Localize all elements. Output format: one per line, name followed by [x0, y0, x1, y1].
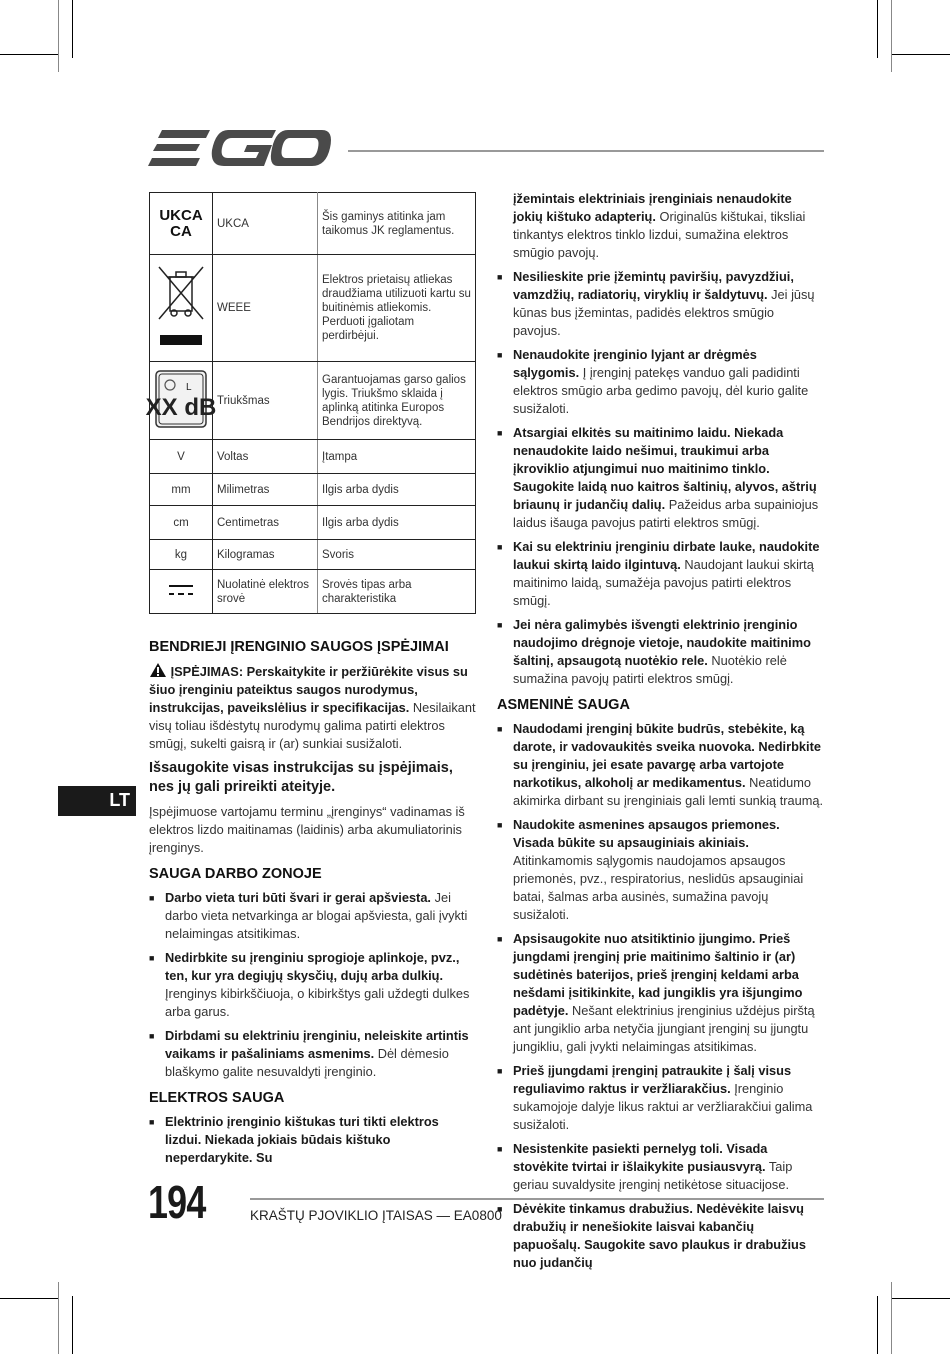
warning-text: Nesilaikant visų toliau išdėstytų nurodymų galima patirti elektros smūgį, sukelti gaisrą ir (ar) sunkiai susižaloti. — [149, 700, 476, 751]
list-item: ■ Atsargiai elkitės su maitinimo laidu. Niekada nenaudokite laido nešimui, traukimui arba įkroviklio atjungimui nuo maitinimo tinklo. Saugokite laidą nuo kaitros šaltinių, alyvos, aštrių briaunų ir judančių dalių. Pažeidus arba supainiojus laidus išauga pavojus patirti elektros smūgį. — [497, 424, 824, 532]
symbol-desc: Įtampa — [318, 440, 476, 474]
crop-mark — [892, 54, 950, 55]
crop-mark — [892, 1298, 950, 1299]
crop-mark — [877, 1296, 878, 1354]
heading-work-area: SAUGA DARBO ZONOJE — [149, 866, 322, 882]
symbol-desc: Svoris — [318, 540, 476, 570]
crop-mark — [72, 1296, 73, 1354]
symbol-table — [145, 192, 476, 614]
header-rule — [348, 150, 824, 152]
heading-general-safety: BENDRIEJI ĮRENGINIO SAUGOS ĮSPĖJIMAI — [149, 639, 449, 655]
right-column — [497, 190, 824, 1278]
crop-mark — [58, 0, 59, 72]
crop-mark — [891, 1282, 892, 1354]
list-item: ■ Apsisaugokite nuo atsitiktinio įjungimo. Prieš jungdami įrenginį prie maitinimo šaltinio ir (ar) sudėtinės baterijos, prieš įrenginį keldami arba nešdami įsitikinkite, kad jungiklis yra išjungimo padėtyje. Nešant elektrinius įrenginius uždėjus pirštą ant jungiklio arba netyčia įjungiant įrenginį su įjungtu jungikliu, gali įvykti nelaimingas atsitikimas. — [497, 930, 824, 1056]
list-item: ■ Nesistenkite pasiekti pernelyg toli. Visada stovėkite tvirtai ir išlaikykite pusiausvyrą. Taip geriau suvaldysite įrenginį netikėtose situacijose. — [497, 1140, 824, 1194]
list-item: ■ Nesilieskite prie įžemintų paviršių, pavyzdžiui, vamzdžių, radiatorių, viryklių ir šaldytuvų. Jei jūsų kūnas bus įžemintas, padidės elektros smūgio pavojus. — [497, 268, 824, 340]
heading-electrical: ELEKTROS SAUGA — [149, 1090, 285, 1106]
symbol-name: WEEE — [213, 255, 318, 362]
symbol-mark: cm — [150, 506, 213, 540]
warning-triangle-icon — [149, 662, 167, 678]
symbol-desc: Garantuojamas garso galios lygis. Triukšmo sklaida į aplinką atitinka Europos Bendrijos direktyvą. — [318, 362, 476, 440]
list-item: ■ Dėvėkite tinkamus drabužius. Nedėvėkite laisvų drabužių ir nenešiokite laisvai kabančių papuošalų. Saugokite savo plaukus ir drabužius nuo judančių — [497, 1200, 824, 1272]
save-instructions: Išsaugokite visas instrukcijas su įspėjimais, nes jų gali prireikti ateityje. — [149, 760, 453, 795]
symbol-desc: Šis gaminys atitinka jam taikomus JK reglamentus. — [318, 193, 476, 255]
svg-text:L: L — [186, 381, 192, 393]
footer-title: KRAŠTŲ PJOVIKLIO ĮTAISAS — EA0800 — [250, 1208, 502, 1223]
symbol-name: Kilogramas — [213, 540, 318, 570]
symbol-name: UKCA — [213, 193, 318, 255]
svg-text:XX dB: XX dB — [145, 393, 217, 421]
symbol-desc: Ilgis arba dydis — [318, 506, 476, 540]
symbol-desc: Ilgis arba dydis — [318, 474, 476, 506]
electrical-list-continued — [497, 268, 824, 688]
list-item: ■ Prieš įjungdami įrenginį patraukite į šalį visus reguliavimo raktus ir veržliarakčius. Įrenginio sukamojoje dalyje likus raktui ar veržliarakčiui galima susižaloti. — [497, 1062, 824, 1134]
table-row — [150, 474, 476, 506]
symbol-mark: kg — [150, 540, 213, 570]
sound-power-icon — [145, 362, 217, 440]
symbol-mark: mm — [150, 474, 213, 506]
list-item: ■ Darbo vieta turi būti švari ir gerai apšviesta. Jei darbo vieta netvarkinga ar blogai apšviesta, gali įvykti nelaimingas atsitikimas. — [149, 889, 477, 943]
personal-safety-list — [497, 720, 824, 1272]
svg-text:CA: CA — [170, 222, 192, 240]
ego-logo — [148, 128, 332, 177]
table-row — [150, 255, 476, 362]
warning-bold-text: ĮSPĖJIMAS: Perskaitykite ir peržiūrėkite visus su šiuo įrenginiu pateiktus saugos nurodymus, instrukcijas, paveikslėlius ir specifikacijas. — [149, 664, 468, 715]
table-row — [150, 193, 476, 255]
list-item: ■ Naudokite asmenines apsaugos priemones. Visada būkite su apsauginiais akiniais. Atitinkamomis sąlygomis naudojamos apsaugos priemonės, pvz., respiratorius, neslidūs apsauginiai batai, šalmas arba ausinės, sumažina pavojų susižaloti. — [497, 816, 824, 924]
list-item: ■ Naudodami įrenginį būkite budrūs, stebėkite, ką darote, ir vadovaukitės sveika nuovoka. Nedirbkite su įrenginiu, jei esate pavargę arba vartojote narkotikus, alkoholį ar medikamentus. Neatidumo akimirka dirbant su įrenginiais gali lemti sunkią traumą. — [497, 720, 824, 810]
electrical-list — [149, 1113, 477, 1167]
symbol-desc: Srovės tipas arba charakteristika — [318, 570, 476, 614]
symbol-name: Nuolatinė elektros srovė — [213, 570, 318, 614]
symbol-desc: Elektros prietaisų atliekas draudžiama utilizuoti kartu su buitinėmis atliekomis. Perduoti įgaliotam perdirbėjui. — [318, 255, 476, 362]
symbol-mark: V — [150, 440, 213, 474]
crop-mark — [891, 0, 892, 72]
page-number: 194 — [148, 1176, 206, 1228]
table-row — [150, 440, 476, 474]
continued-item: įžemintais elektriniais įrenginiais nenaudokite jokių kištuko adapterių. Originalūs kištukai, tiksliai tinkantys elektros tinklo lizdui, sumažina elektros smūgio pavojų. — [513, 191, 806, 260]
svg-text:UKCA: UKCA — [159, 206, 203, 224]
list-item: ■ Kai su elektriniu įrenginiu dirbate lauke, naudokite laukui skirtą laido ilgintuvą. Naudojant laukui skirtą maitinimo laidą, sumažėja pavojus patirti elektros smūgį. — [497, 538, 824, 610]
crop-mark — [877, 0, 878, 58]
ukca-mark — [150, 193, 213, 255]
left-column — [149, 630, 477, 1173]
language-tab: LT — [58, 786, 136, 816]
crop-mark — [58, 1282, 59, 1354]
table-row — [150, 506, 476, 540]
warning-paragraph — [149, 662, 477, 753]
list-item: ■ Nedirbkite su įrenginiu sprogioje aplinkoje, pvz., ten, kur yra degiųjų skysčių, dujų arba dulkių. Įrenginys kibirkščiuoja, o kibirkštys gali uždegti dulkes arba garus. — [149, 949, 477, 1021]
direct-current-icon — [150, 570, 213, 614]
term-note: Įspėjimuose vartojamu terminu „įrenginys“ vadinamas iš elektros lizdo maitinamas (laidinis) arba akumuliatorinis įrenginys. — [149, 804, 465, 855]
symbol-name: Milimetras — [213, 474, 318, 506]
list-item: ■ Jei nėra galimybės išvengti elektrinio įrenginio naudojimo drėgnoje vietoje, naudokite maitinimo šaltinį, apsaugotą nuotėkio rele. Nuotėkio relė sumažina pavojų patirti elektros smūgį. — [497, 616, 824, 688]
table-row — [150, 570, 476, 614]
list-item: ■ Nenaudokite įrenginio lyjant ar drėgmės sąlygomis. Į įrenginį patekęs vanduo gali padidinti elektros smūgio arba gedimo pavojų, dėl kurio galite susižaloti. — [497, 346, 824, 418]
work-area-list — [149, 889, 477, 1081]
crop-mark — [0, 1298, 58, 1299]
weee-bin-icon — [150, 255, 213, 362]
footer-rule — [250, 1198, 824, 1200]
crop-mark — [72, 0, 73, 58]
table-row — [150, 540, 476, 570]
symbol-name: Voltas — [213, 440, 318, 474]
list-item: ■ Dirbdami su elektriniu įrenginiu, neleiskite artintis vaikams ir pašaliniams asmenims. Dėl dėmesio blaškymo galite nesuvaldyti įrenginio. — [149, 1027, 477, 1081]
crop-mark — [0, 54, 58, 55]
table-row — [150, 362, 476, 440]
heading-personal-safety: ASMENINĖ SAUGA — [497, 697, 630, 713]
symbol-name: Centimetras — [213, 506, 318, 540]
symbol-name: Triukšmas — [213, 362, 318, 440]
list-item: ■ Elektrinio įrenginio kištukas turi tikti elektros lizdui. Niekada jokiais būdais kištuko neperdarykite. Su — [149, 1113, 477, 1167]
